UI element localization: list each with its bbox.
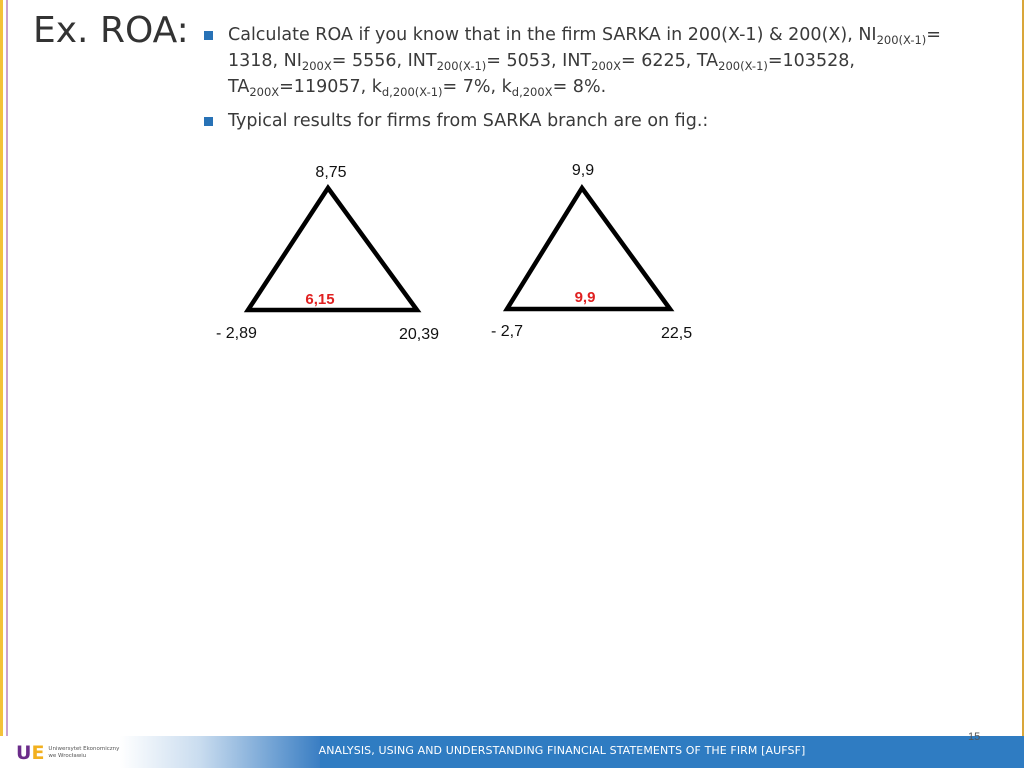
left-triangle-center-value: 6,15 xyxy=(305,291,335,308)
footer-course-title: ANALYSIS, USING AND UNDERSTANDING FINANCIAL STATEMENTS OF THE FIRM [AUFSF] xyxy=(318,744,806,757)
typical-results-text: Typical results for firms from SARKA branch are on fig.: xyxy=(228,111,709,131)
footer xyxy=(0,736,1024,768)
university-name: Uniwersytet Ekonomiczny we Wrocławiu xyxy=(48,746,120,759)
right-triangle-group xyxy=(491,162,692,342)
left-triangle-group xyxy=(216,164,439,343)
right-triangle-bottom-right-value: 22,5 xyxy=(661,325,693,342)
right-triangle-center-value: 9,9 xyxy=(574,289,596,306)
square-bullet-icon xyxy=(204,117,213,126)
task-text: Calculate ROA if you know that in the firm SARKA in 200(X-1) & 200(X), $NI_{200(X-1)}= 1318$, $NI_{200X}= 5556$, $INT_{200(X-1)}= 5053$, $INT_{200X}= 6225$, $TA_{200(X-1)}=103528$, $TA_{200X}=119057$, $k_{d,200(X-1)}= 7\%$, $k_{d,200X}= 8\%$. xyxy=(228,25,941,99)
left-accent-bar-inner xyxy=(6,0,8,740)
triangle-figure xyxy=(200,150,720,360)
university-logo xyxy=(16,742,119,764)
ue-logo-icon: UE xyxy=(16,742,45,764)
page-number: 15 xyxy=(968,731,981,743)
square-bullet-icon xyxy=(204,31,213,40)
right-triangle-bottom-left-value: - 2,7 xyxy=(491,323,524,340)
bullet-item-typical-results xyxy=(200,108,990,134)
left-triangle-top-value: 8,75 xyxy=(315,164,347,181)
left-triangle-bottom-left-value: - 2,89 xyxy=(216,325,257,342)
bullet-list xyxy=(200,22,990,134)
left-accent-bar xyxy=(0,0,3,740)
bullet-item-task xyxy=(200,22,990,100)
slide-title: Ex. ROA: xyxy=(33,10,189,51)
left-triangle-bottom-right-value: 20,39 xyxy=(399,326,440,343)
right-triangle-top-value: 9,9 xyxy=(571,162,595,179)
